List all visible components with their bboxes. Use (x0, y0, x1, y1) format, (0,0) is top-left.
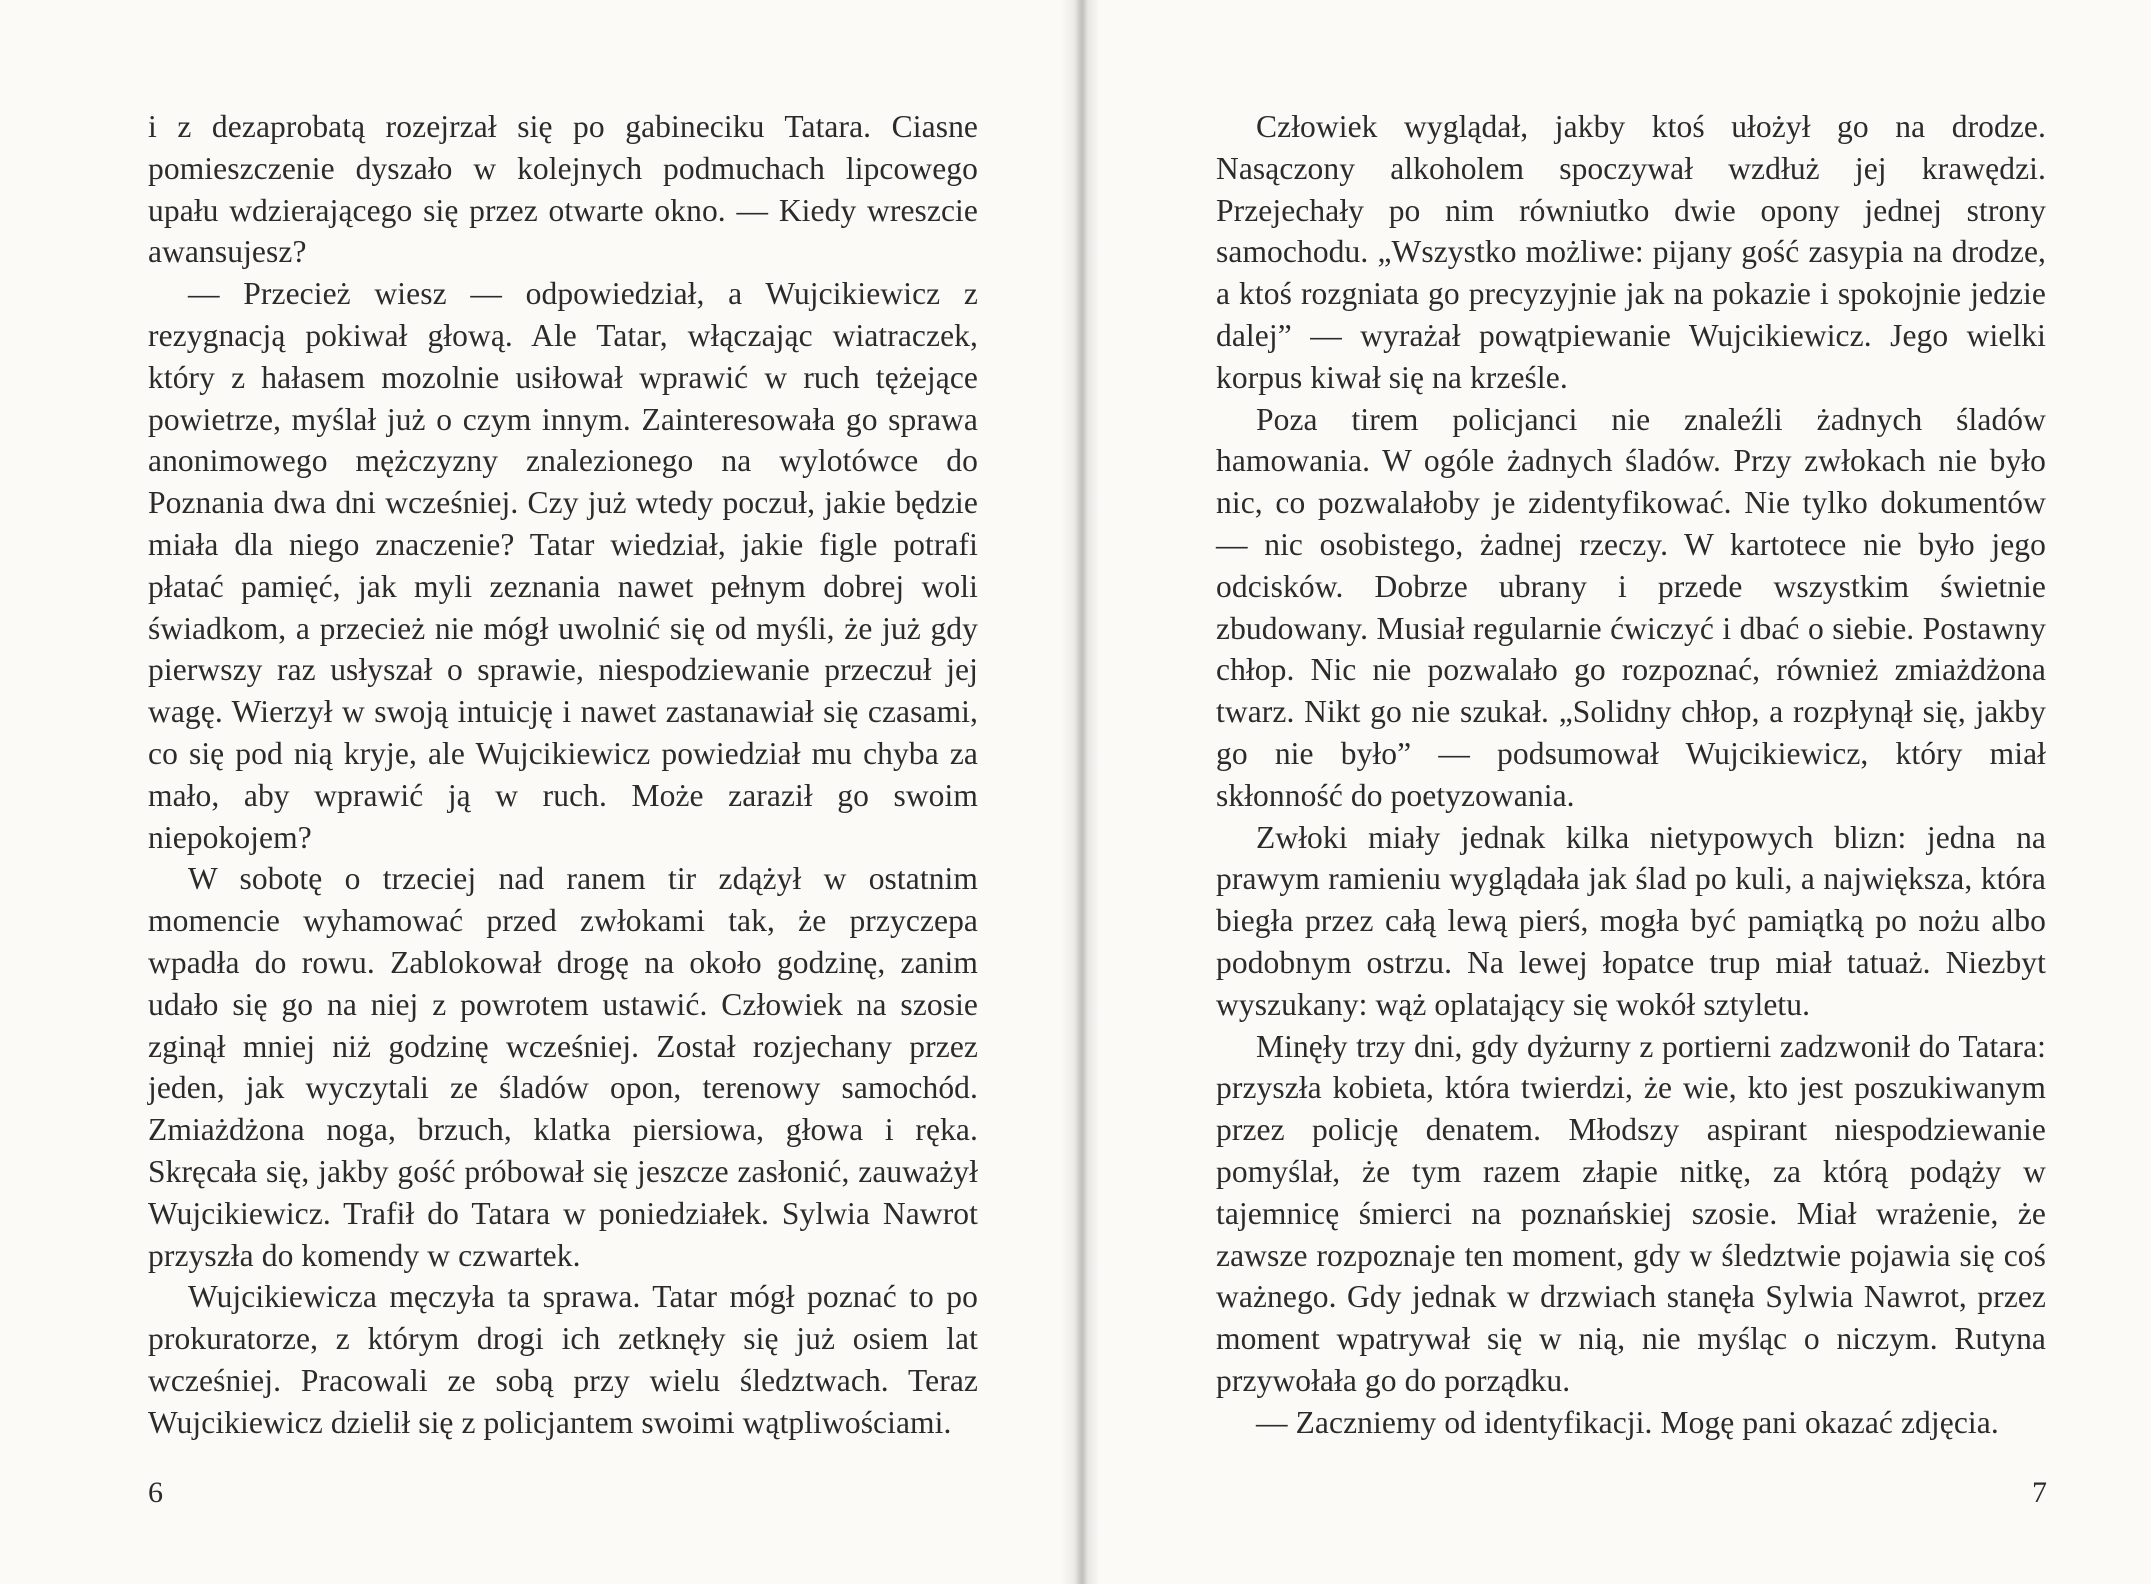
right-page (1086, 0, 2151, 1584)
paragraph: Minęły trzy dni, gdy dyżurny z portierni zadzwonił do Tatara: przyszła kobieta, która twierdzi, że wie, kto jest poszukiwanym przez policję denatem. Młodszy aspirant niespodziewanie pomyślał, że tym razem złapie nitkę, za którą podąży w tajemnicę śmierci na poznańskiej szosie. Miał wrażenie, że zawsze rozpoznaje ten moment, gdy w śledztwie pojawia się coś ważnego. Gdy jednak w drzwiach stanęła Sylwia Nawrot, przez moment wpatrywał się w nią, nie myśląc o niczym. Rutyna przywołała go do porządku. (1216, 1028, 2046, 1398)
page-number: 6 (148, 1476, 163, 1509)
paragraph: Poza tirem policjanci nie znaleźli żadnych śladów hamowania. W ogóle żadnych śladów. Przy zwłokach nie było nic, co pozwalałoby je zidentyfikować. Nie tylko dokumentów — nic osobistego, żadnej rzeczy. W kartotece nie było jego odcisków. Dobrze ubrany i przede wszystkim świetnie zbudowany. Musiał regularnie ćwiczyć i dbać o siebie. Postawny chłop. Nic nie pozwalało go rozpoznać, również zmiażdżona twarz. Nikt go nie szukał. „Solidny chłop, a rozpłynął się, jakby go nie było” — podsumował Wujcikiewicz, który miał skłonność do poetyzowania. (1216, 401, 2046, 813)
paragraph: Człowiek wyglądał, jakby ktoś ułożył go na drodze. Nasączony alkoholem spoczywał wzdłuż jej krawędzi. Przejechały po nim równiutko dwie opony jednej strony samochodu. „Wszystko możliwe: pijany gość zasypia na drodze, a ktoś rozgniata go precyzyjnie jak na pokazie i spokojnie jedzie dalej” — wyrażał powątpiewanie Wujcikiewicz. Jego wielki korpus kiwał się na krześle. (1216, 109, 2046, 395)
right-page-text (1216, 106, 2046, 1444)
paragraph: Zwłoki miały jednak kilka nietypowych blizn: jedna na prawym ramieniu wyglądała jak ślad po kuli, a największa, która biegła przez całą lewą pierś, mogła być pamiątką po nożu albo podobnym ostrzu. Na lewej łopatce trup miał tatuaż. Niezbyt wyszukany: wąż oplatający się wokół sztyletu. (1216, 819, 2046, 1022)
page-number: 7 (2032, 1476, 2047, 1509)
paragraph: — Zaczniemy od identyfikacji. Mogę pani okazać zdjęcia. (1256, 1404, 1999, 1440)
paragraph: Wujcikiewicza męczyła ta sprawa. Tatar mógł poznać to po prokuratorze, z którym drogi ich zetknęły się już osiem lat wcześniej. Pracowali ze sobą przy wielu śledztwach. Teraz Wujcikiewicz dzielił się z policjantem swoimi wątpliwościami. (148, 1279, 978, 1440)
paragraph: i z dezaprobatą rozejrzał się po gabineciku Tatara. Ciasne pomieszczenie dyszało w kolejnych podmuchach lipcowego upału wdzierającego się przez otwarte okno. — Kiedy wreszcie awansujesz? (148, 109, 978, 270)
paragraph: — Przecież wiesz — odpowiedział, a Wujcikiewicz z rezygnacją pokiwał głową. Ale Tatar, włączając wiatraczek, który z hałasem mozolnie usiłował wprawić w ruch tężejące powietrze, myślał już o czym innym. Zainteresowała go sprawa anonimowego mężczyzny znalezionego na wylotówce do Poznania dwa dni wcześniej. Czy już wtedy poczuł, jakie będzie miała dla niego znaczenie? Tatar wiedział, jakie figle potrafi płatać pamięć, jak myli zeznania nawet pełnym dobrej woli świadkom, a przecież nie mógł uwolnić się od myśli, że już gdy pierwszy raz usłyszał o sprawie, niespodziewanie przeczuł jej wagę. Wierzył w swoją intuicję i nawet zastanawiał się czasami, co się pod nią kryje, ale Wujcikiewicz powiedział mu chyba za mało, aby wprawić ją w ruch. Może zaraził go swoim niepokojem? (148, 276, 978, 855)
left-page-text (148, 106, 978, 1444)
paragraph: W sobotę o trzeciej nad ranem tir zdążył w ostatnim momencie wyhamować przed zwłokami tak, że przyczepa wpadła do rowu. Zablokował drogę na około godzinę, zanim udało się go na niej z powrotem ustawić. Człowiek na szosie zginął mniej niż godzinę wcześniej. Został rozjechany przez jeden, jak wyczytali ze śladów opon, terenowy samochód. Zmiażdżona noga, brzuch, klatka piersiowa, głowa i ręka. Skręcała się, jakby gość próbował się jeszcze zasłonić, zauważył Wujcikiewicz. Trafił do Tatara w poniedziałek. Sylwia Nawrot przyszła do komendy w czwartek. (148, 861, 978, 1273)
book-gutter (1060, 0, 1100, 1584)
